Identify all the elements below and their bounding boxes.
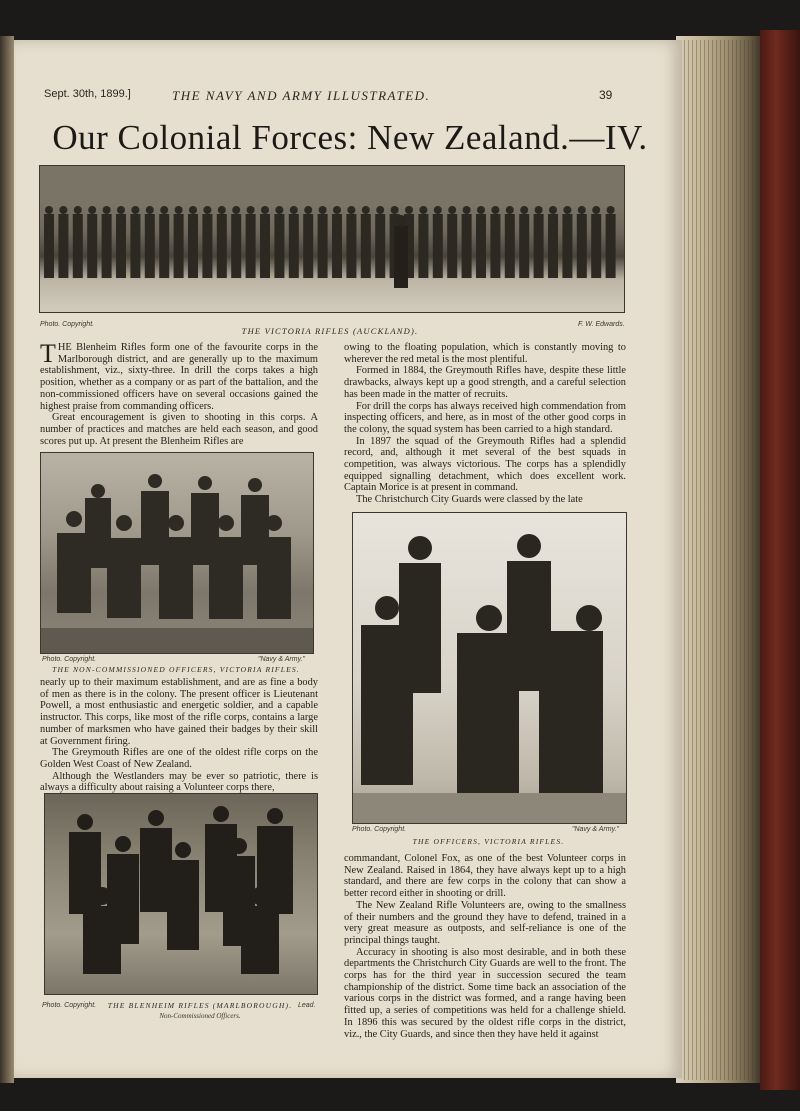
paragraph: commandant, Colonel Fox, as one of the best Volunteer corps in New Zealand. Raised in 1864, they have always kept up to a high standard, and there are few corps in the colony that can show a better record either in shooting or drill. <box>344 853 626 900</box>
blenheim-photo-caption: THE BLENHEIM RIFLES (MARLBOROUGH). <box>107 1001 293 1010</box>
group-portrait-figure <box>41 453 313 653</box>
page-stack-lines <box>684 40 754 1080</box>
blenheim-group-figure <box>45 794 317 994</box>
paragraph: Accuracy in shooting is also most desirable, and in both these departments the Christchurch City Guards are well to the front. The corps has for the third year in succession secured the team championship of the district. Some time back an association of the various corps in the district was formed, and a range having been fitted up, a series of competitions was held for a challenge shield. In 1896 this was secured by the oldest rifle corps in the district, viz., the City Guards, and since then they have held it against <box>344 946 626 1040</box>
nco-photo-source: "Navy & Army." <box>258 656 305 663</box>
officers-photo-caption: THE OFFICERS, VICTORIA RIFLES. <box>412 837 565 846</box>
blenheim-photo-source: Lead. <box>298 1002 316 1009</box>
soldiers-in-line-figure <box>40 166 624 312</box>
blenheim-photo-subcaption: Non-Commissioned Officers. <box>159 1012 241 1020</box>
paragraph: The Greymouth Rifles are one of the oldest rifle corps on the Golden West Coast of New Zealand. <box>40 747 318 770</box>
left-page-edge <box>0 36 14 1083</box>
officers-portrait-figure <box>353 513 626 823</box>
photo-victoria-rifles-parade <box>39 165 625 313</box>
top-photo-caption: THE VICTORIA RIFLES (AUCKLAND). <box>241 326 419 336</box>
officers-photo-source: "Navy & Army." <box>572 826 619 833</box>
photo-nco-victoria-rifles <box>40 452 314 654</box>
journal-title: THE NAVY AND ARMY ILLUSTRATED. <box>172 88 431 103</box>
photo-blenheim-rifles <box>44 793 318 995</box>
paragraph: The New Zealand Rifle Volunteers are, owing to the smallness of their numbers and the ground they have to defend, trained in a very great measure as outposts, and self-reliance is one of the principal things taught. <box>344 899 626 946</box>
paragraph: nearly up to their maximum establishment, and are as fine a body of men as there is in the colony. The present officer is Lieutenant Powell, a most enthusiastic and energetic soldier, and a capable instructor. This corps, like most of the rifle corps, contains a large number of marksmen who have gained their badges by their skill at Government firing. <box>40 677 318 747</box>
top-photo-credit: Photo. Copyright. <box>40 321 95 328</box>
book-spine <box>760 30 800 1090</box>
top-photo-photographer: F. W. Edwards. <box>578 321 625 328</box>
photo-officers-victoria-rifles <box>352 512 627 824</box>
nco-photo-caption: THE NON-COMMISSIONED OFFICERS, VICTORIA RIFLES. <box>52 665 300 674</box>
paragraph: HE Blenheim Rifles form one of the favourite corps in the Marlborough district, and are generally up to the maximum establishment, viz., sixty-three. In drill the corps takes a high position, whether as a company or as part of the battalion, and the non-commissioned officers have on several occasions gained the highest praise from commanding officers. <box>40 342 318 412</box>
paragraph: Although the Westlanders may be ever so patriotic, there is always a difficulty about raising a Volunteer corps there, <box>40 770 318 794</box>
text-column-left-middle <box>40 677 318 794</box>
issue-date: Sept. 30th, 1899.] <box>44 88 131 100</box>
paragraph: Formed in 1884, the Greymouth Rifles have, despite these little drawbacks, always kept up a good strength, and a careful selection has been made in the matter of recruits. <box>344 365 626 400</box>
text-column-right-lower <box>344 853 626 1040</box>
text-column-right-upper <box>344 342 626 506</box>
paragraph: In 1897 the squad of the Greymouth Rifles had a splendid record, and, although it met several of the best squads in competition, was always victorious. The corps has a splendidly equipped signalling detachment, which does excellent work. Captain Morice is at present in command. <box>344 435 626 494</box>
text-column-left-upper <box>40 339 318 447</box>
article-headline: Our Colonial Forces: New Zealand.—IV. <box>52 118 648 157</box>
blenheim-photo-credit: Photo. Copyright. <box>42 1002 97 1009</box>
drop-cap: T <box>40 339 56 368</box>
page-number: 39 <box>599 88 613 102</box>
paragraph: The Christchurch City Guards were classed by the late <box>356 494 583 506</box>
paragraph: For drill the corps has always received high commendation from inspecting officers, and here, as in most of the other good corps in the colony, the squad system has been carried to a high standard. <box>344 400 626 435</box>
officers-photo-credit: Photo. Copyright. <box>352 826 407 833</box>
paragraph: owing to the floating population, which is constantly moving to wherever the red metal is the most plentiful. <box>344 342 626 365</box>
nco-photo-credit: Photo. Copyright. <box>42 656 97 663</box>
paragraph: Great encouragement is given to shooting in this corps. A number of practices and matches are held each season, and good scores put up. At present the Blenheim Rifles are <box>40 412 318 447</box>
